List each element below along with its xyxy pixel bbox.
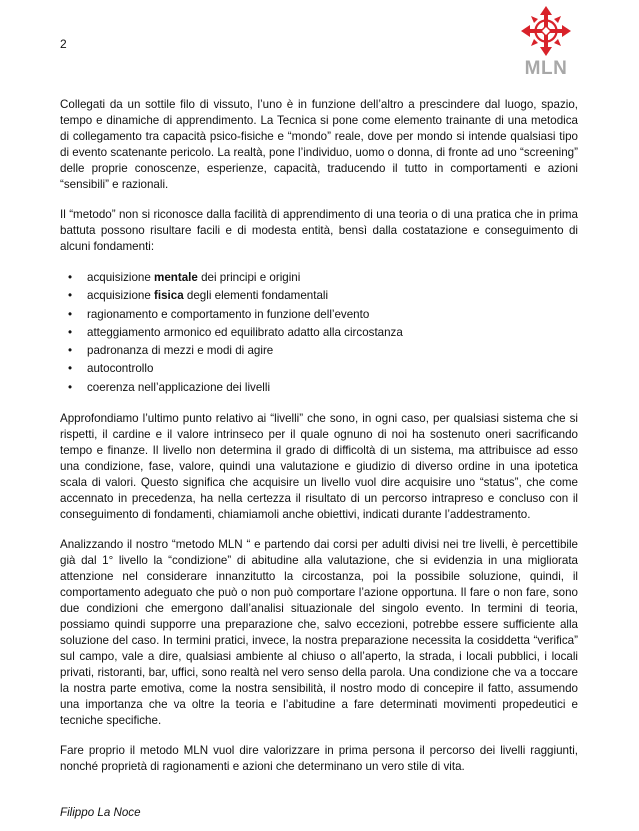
list-item: • padronanza di mezzi e modi di agire	[87, 342, 578, 360]
document-body	[60, 97, 578, 789]
list-item: • acquisizione mentale dei principi e origini	[87, 269, 578, 287]
bullet-list	[60, 269, 578, 397]
paragraph: Analizzando il nostro “metodo MLN “ e partendo dai corsi per adulti divisi nei tre livelli, è percettibile già dal 1° livello la “condizione” di abitudine alla valutazione, che si evidenzia in una migliorata attenzione nel considerare innanzitutto la circostanza, poi la possibile soluzione, quindi, il comportamento adeguato che può o non può comportare l’azione opportuna. Il fare o non fare, sono due condizioni che emergono dall’analisi situazionale del singolo evento. In termini di teoria, possiamo quindi supporre una preparazione che, salvo eccezioni, potrebbe essere sufficiente alla soluzione del caso. In termini pratici, invece, la nostra preparazione necessita la cosiddetta “verifica” sul campo, vale a dire, qualsiasi ambiente al chiuso o all’aperto, la strada, i locali pubblici, i locali privati, ristoranti, bar, uffici, sono realtà nel vero senso della parola. Una condizione che va a toccare la nostra parte emotiva, come la nostra sensibilità, il nostro modo di concepire il fatto, assumendo una importanza che va oltre la teoria e l’abitudine a fare determinati movimenti propedeutici e tecniche specifiche.	[60, 538, 578, 728]
cross-emblem-icon	[521, 6, 571, 60]
list-item: • autocontrollo	[87, 360, 578, 378]
footer-author: Filippo La Noce	[60, 806, 141, 819]
logo-text: MLN	[524, 58, 568, 79]
list-item: • atteggiamento armonico ed equilibrato adatto alla circostanza	[87, 324, 578, 342]
paragraph: Fare proprio il metodo MLN vuol dire valorizzare in prima persona il percorso dei livelli raggiunti, nonché proprietà di ragionamenti e azioni che determinano un vero stile di vita.	[60, 744, 578, 774]
paragraph: Approfondiamo l’ultimo punto relativo ai “livelli” che sono, in ogni caso, per qualsiasi sistema che si rispetti, il cardine e il valore intrinseco per il quale ognuno di noi ha sostenuto oneri sacrificando tempo e finanze. Il livello non determina il grado di difficoltà di un sistema, ma attribuisce ad esso una condizione, fase, valore, quindi una valutazione e giudizio di diverso ordine in una ipotetica scala di valori. Questo significa che acquisire un livello vuol dire acquisire uno “status”, che come accennato in precedenza, ha nella certezza il risultato di un percorso intrapreso e concluso con il conseguimento di fondamenti, chiamiamoli anche obiettivi, indicati durante l’addestramento.	[60, 412, 578, 522]
paragraph: Collegati da un sottile filo di vissuto, l’uno è in funzione dell’altro a prescindere dal luogo, spazio, tempo e dinamiche di apprendimento. La Tecnica si pone come elemento trainante di una metodica di collegamento tra capacità psico-fisiche e “mondo” reale, dove per mondo si intende qualsiasi tipo di evento scatenante pericolo. La realtà, pone l’individuo, uomo o donna, di fronte ad uno “screening” delle proprie conoscenze, esperienze, capacità, traducendo il tutto in comportamenti e azioni “sensibili” e razionali.	[60, 98, 578, 191]
paragraph: Il “metodo” non si riconosce dalla facilità di apprendimento di una teoria o di una pratica che in prima battuta possono risultare facili e di modesta entità, bensì dalla costatazione e conseguimento di alcuni fondamenti:	[60, 208, 578, 253]
list-item: • coerenza nell’applicazione dei livelli	[87, 379, 578, 397]
page-number: 2	[60, 37, 67, 51]
mln-logo	[515, 6, 577, 80]
list-item: • ragionamento e comportamento in funzione dell’evento	[87, 306, 578, 324]
list-item: • acquisizione fisica degli elementi fondamentali	[87, 287, 578, 305]
